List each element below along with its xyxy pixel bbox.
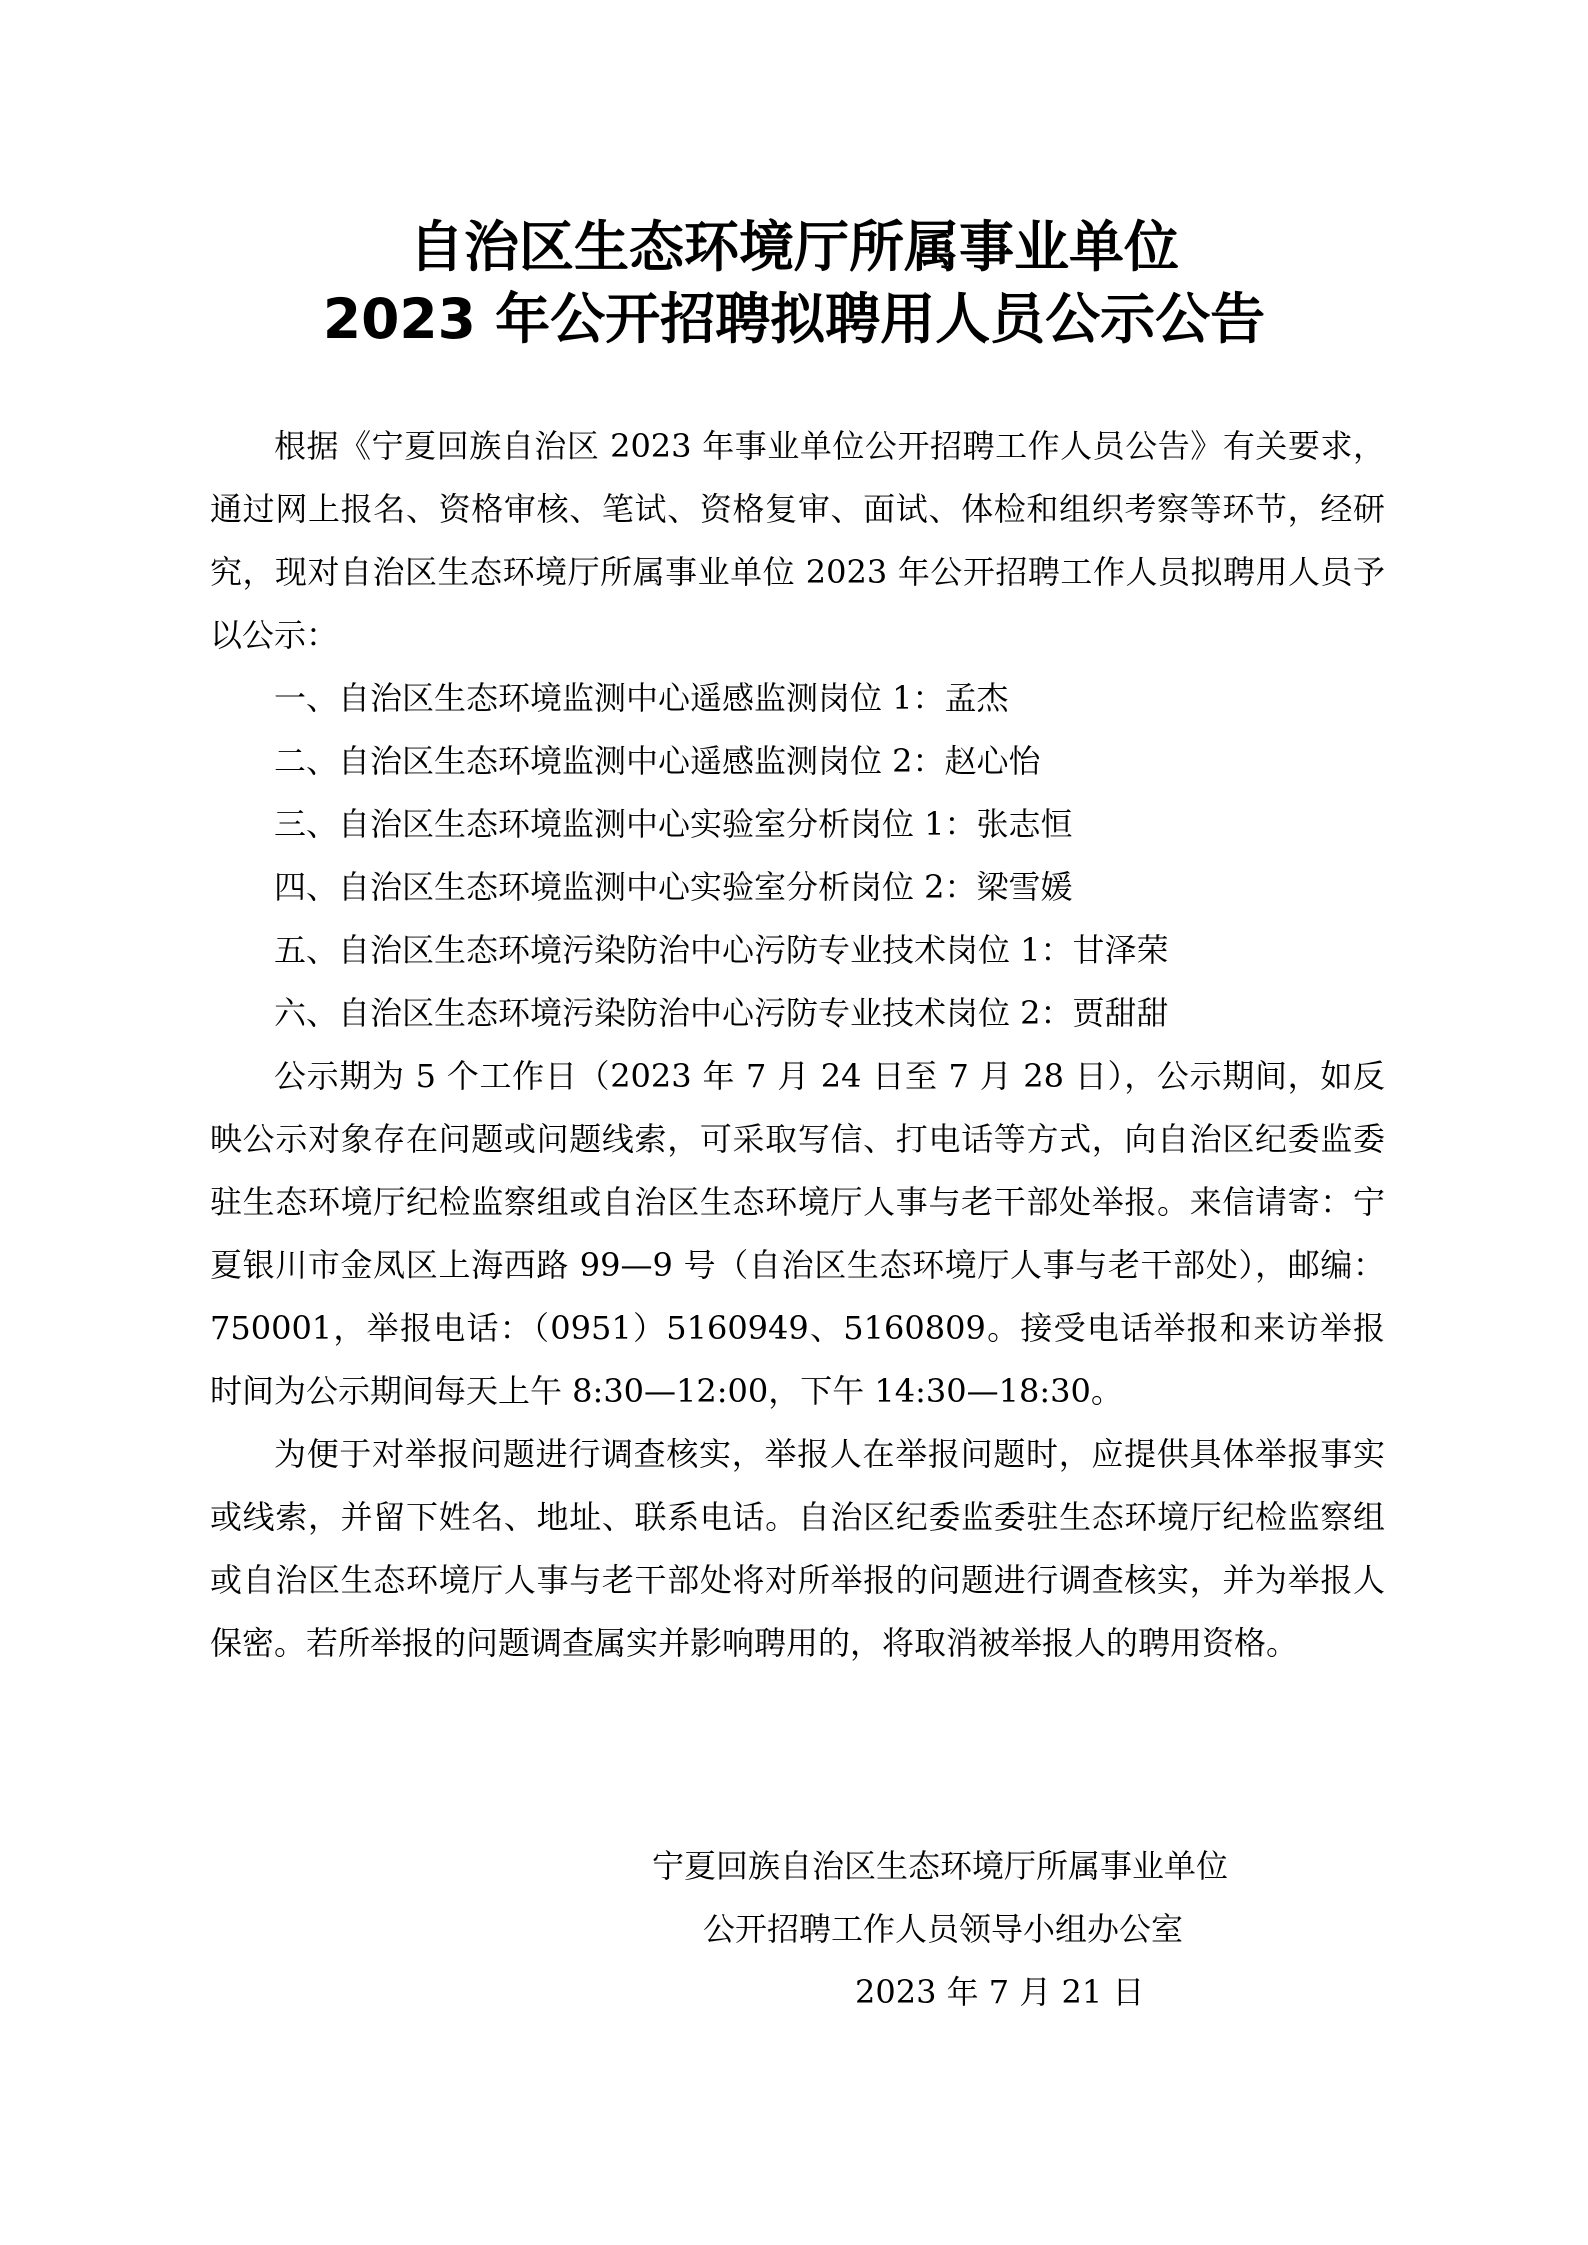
reporting-paragraph: 为便于对举报问题进行调查核实，举报人在举报问题时，应提供具体举报事实或线索，并留下姓名、地址、联系电话。自治区纪委监委驻生态环境厅纪检监察组或自治区生态环境厅人事与老干部处将对所举报的问题进行调查核实，并为举报人保密。若所举报的问题调查属实并影响聘用的，将取消被举报人的聘用资格。 (210, 1435, 1385, 1662)
position-item-6: 六、自治区生态环境污染防治中心污防专业技术岗位 2：贾甜甜 (274, 994, 1169, 1032)
signature-org-line-2: 公开招聘工作人员领导小组办公室 (703, 1910, 1184, 1948)
document-title-line-2: 2023 年公开招聘拟聘用人员公示公告 (322, 287, 1266, 351)
signature-org-line-1: 宁夏回族自治区生态环境厅所属事业单位 (652, 1847, 1229, 1885)
position-item-2: 二、自治区生态环境监测中心遥感监测岗位 2：赵心怡 (274, 742, 1041, 780)
document-title-line-1: 自治区生态环境厅所属事业单位 (408, 215, 1179, 279)
document-body (210, 415, 1385, 1675)
notice-paragraph: 公示期为 5 个工作日（2023 年 7 月 24 日至 7 月 28 日），公示期间，如反映公示对象存在问题或问题线索，可采取写信、打电话等方式，向自治区纪委监委驻生态环境厅纪检监察组或自治区生态环境厅人事与老干部处举报。来信请寄：宁夏银川市金凤区上海西路 99—9 号（自治区生态环境厅人事与老干部处），邮编：750001，举报电话：（0951）5160949、5160809。接受电话举报和来访举报时间为公示期间每天上午 8:30—12:00，下午 14:30—18:30。 (210, 1057, 1385, 1410)
intro-paragraph: 根据《宁夏回族自治区 2023 年事业单位公开招聘工作人员公告》有关要求，通过网上报名、资格审核、笔试、资格复审、面试、体检和组织考察等环节，经研究，现对自治区生态环境厅所属事业单位 2023 年公开招聘工作人员拟聘用人员予以公示： (210, 427, 1385, 654)
signature-date: 2023 年 7 月 21 日 (855, 1973, 1145, 2011)
position-item-4: 四、自治区生态环境监测中心实验室分析岗位 2：梁雪媛 (274, 868, 1073, 906)
position-item-1: 一、自治区生态环境监测中心遥感监测岗位 1：孟杰 (274, 679, 1009, 717)
position-item-5: 五、自治区生态环境污染防治中心污防专业技术岗位 1：甘泽荣 (274, 931, 1169, 969)
position-item-3: 三、自治区生态环境监测中心实验室分析岗位 1：张志恒 (274, 805, 1073, 843)
